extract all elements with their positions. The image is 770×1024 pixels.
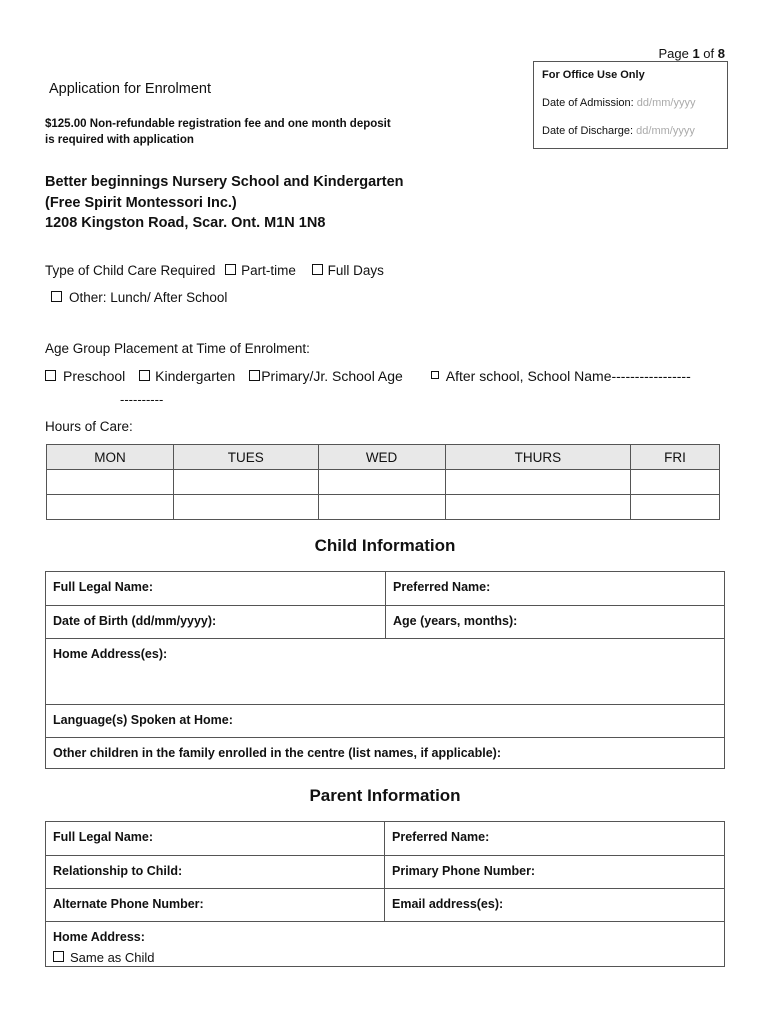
other-care-checkbox[interactable]	[51, 291, 62, 302]
page-total: 8	[717, 46, 725, 61]
hours-cell[interactable]	[445, 495, 631, 520]
day-fri: FRI	[631, 445, 720, 470]
hours-cell[interactable]	[631, 495, 720, 520]
hours-row	[47, 495, 720, 520]
page-current: 1	[692, 46, 700, 61]
page-of: of	[703, 46, 715, 61]
parent-info-heading: Parent Information	[309, 786, 461, 805]
day-tues: TUES	[173, 445, 318, 470]
same-as-child-checkbox[interactable]	[53, 951, 64, 962]
same-as-child-option: Same as Child	[53, 950, 717, 965]
age-group-options: Preschool Kindergarten Primary/Jr. School Age After school, School Name-----------------	[45, 368, 701, 384]
school-info: Better beginnings Nursery School and Kindergarten (Free Spirit Montessori Inc.) 1208 Kingston Road, Scar. Ont. M1N 1N8	[45, 174, 404, 231]
hours-cell[interactable]	[318, 470, 445, 495]
day-wed: WED	[318, 445, 445, 470]
day-mon: MON	[47, 445, 174, 470]
office-use-title: For Office Use Only	[542, 69, 645, 81]
primary-school-checkbox[interactable]	[249, 370, 260, 381]
child-age-field[interactable]: Age (years, months):	[386, 606, 725, 639]
part-time-checkbox[interactable]	[225, 264, 236, 275]
preschool-checkbox[interactable]	[45, 370, 56, 381]
hours-cell[interactable]	[445, 470, 631, 495]
child-language-field[interactable]: Language(s) Spoken at Home:	[46, 705, 725, 738]
parent-address-field[interactable]	[46, 922, 725, 967]
hours-label: Hours of Care:	[45, 419, 133, 434]
child-full-name-field[interactable]: Full Legal Name:	[46, 572, 386, 606]
parent-info-table	[45, 821, 725, 967]
school-name-line: ----------	[120, 392, 164, 407]
parent-email-field[interactable]: Email address(es):	[385, 889, 725, 922]
hours-table	[46, 444, 720, 520]
care-type-label: Type of Child Care Required	[45, 263, 216, 278]
office-use-box	[533, 61, 728, 149]
hours-cell[interactable]	[173, 470, 318, 495]
day-thurs: THURS	[445, 445, 631, 470]
child-siblings-field[interactable]: Other children in the family enrolled in the centre (list names, if applicable):	[46, 738, 725, 769]
page-prefix: Page	[658, 46, 689, 61]
hours-header-row	[47, 445, 720, 470]
parent-full-name-field[interactable]: Full Legal Name:	[46, 822, 385, 856]
hours-cell[interactable]	[173, 495, 318, 520]
after-school-checkbox[interactable]	[431, 371, 439, 379]
fee-notice: $125.00 Non-refundable registration fee and one month deposit is required with application	[45, 118, 391, 146]
kindergarten-checkbox[interactable]	[139, 370, 150, 381]
page-title: Application for Enrolment	[49, 81, 211, 97]
hours-cell[interactable]	[47, 470, 174, 495]
parent-address-label: Home Address:	[53, 930, 145, 944]
hours-cell[interactable]	[631, 470, 720, 495]
parent-relationship-field[interactable]: Relationship to Child:	[46, 856, 385, 889]
child-address-field[interactable]: Home Address(es):	[46, 639, 725, 705]
parent-primary-phone-field[interactable]: Primary Phone Number:	[385, 856, 725, 889]
page-number	[658, 46, 725, 61]
parent-alt-phone-field[interactable]: Alternate Phone Number:	[46, 889, 385, 922]
child-info-heading: Child Information	[314, 536, 456, 555]
child-preferred-name-field[interactable]: Preferred Name:	[386, 572, 725, 606]
child-info-table	[45, 571, 725, 769]
care-type-row: Type of Child Care Required Part-time Full Days	[45, 263, 384, 278]
admission-date-field[interactable]: Date of Admission: dd/mm/yyyy	[542, 97, 696, 109]
hours-cell[interactable]	[318, 495, 445, 520]
hours-cell[interactable]	[47, 495, 174, 520]
age-group-label: Age Group Placement at Time of Enrolment:	[45, 341, 310, 356]
parent-preferred-name-field[interactable]: Preferred Name:	[385, 822, 725, 856]
full-days-checkbox[interactable]	[312, 264, 323, 275]
discharge-date-field[interactable]: Date of Discharge: dd/mm/yyyy	[542, 125, 695, 137]
other-care-row: Other: Lunch/ After School	[51, 290, 227, 305]
child-dob-field[interactable]: Date of Birth (dd/mm/yyyy):	[46, 606, 386, 639]
hours-row	[47, 470, 720, 495]
